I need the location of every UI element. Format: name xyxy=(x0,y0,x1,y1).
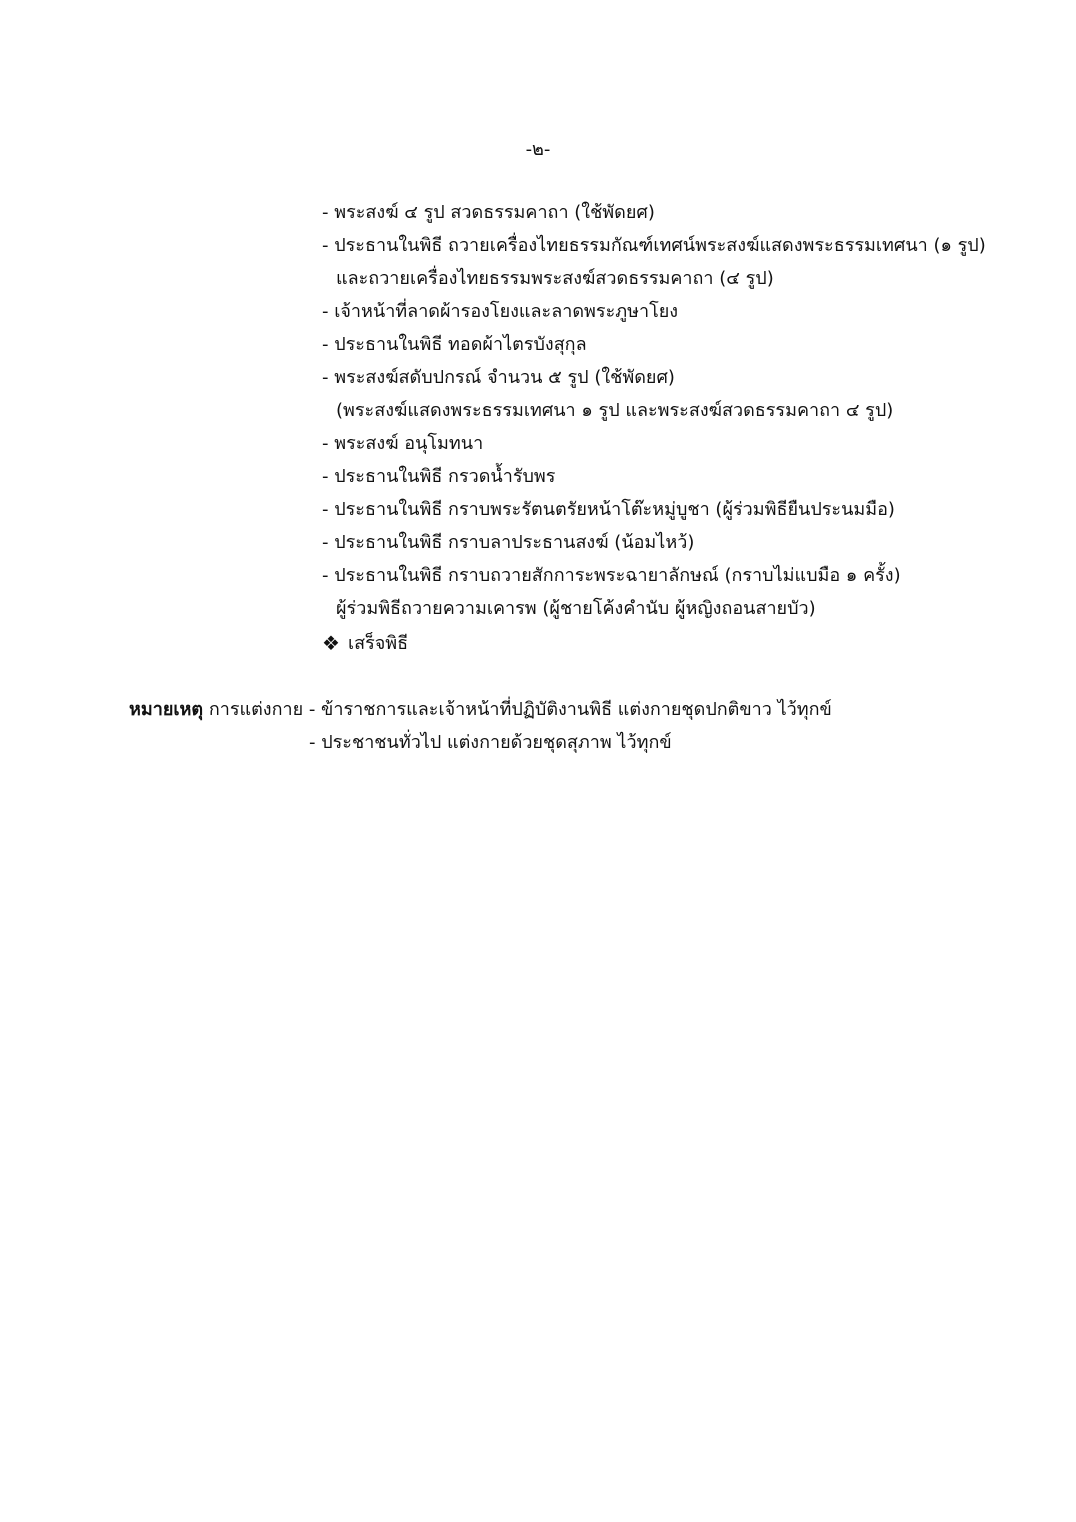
step-item: - ประธานในพิธี กราบถวายสักการะพระฉายาลักษณ์ (กราบไม่แบมือ ๑ ครั้ง) xyxy=(322,565,901,586)
remark-dress-code-public: - ประชาชนทั่วไป แต่งกายด้วยชุดสุภาพ ไว้ทุกข์ xyxy=(309,732,672,753)
step-item: - พระสงฆ์ อนุโมทนา xyxy=(322,433,484,454)
ceremony-end-label: เสร็จพิธี xyxy=(347,633,409,654)
remark-line xyxy=(129,693,1029,726)
page-number: -๒- xyxy=(525,139,551,160)
remark-label: หมายเหตุ xyxy=(129,699,204,720)
diamond-bullet-icon: ❖ xyxy=(322,631,340,655)
step-item-continuation: (พระสงฆ์แสดงพระธรรมเทศนา ๑ รูป และพระสงฆ์สวดธรรมคาถา ๔ รูป) xyxy=(336,400,894,421)
step-item: - ประธานในพิธี กราบลาประธานสงฆ์ (น้อมไหว้) xyxy=(322,532,695,553)
step-item: - ประธานในพิธี กรวดน้ำรับพร xyxy=(322,466,556,487)
remark-section xyxy=(129,693,1029,759)
step-item: - ประธานในพิธี ถวายเครื่องไทยธรรมกัณฑ์เทศน์พระสงฆ์แสดงพระธรรมเทศนา (๑ รูป) xyxy=(322,235,986,256)
ceremony-steps xyxy=(322,196,1022,660)
step-item: - พระสงฆ์ ๔ รูป สวดธรรมคาถา (ใช้พัดยศ) xyxy=(322,202,655,223)
step-item: - ประธานในพิธี กราบพระรัตนตรัยหน้าโต๊ะหมู่บูชา (ผู้ร่วมพิธียืนประนมมือ) xyxy=(322,499,895,520)
step-item: - พระสงฆ์สดับปกรณ์ จำนวน ๕ รูป (ใช้พัดยศ) xyxy=(322,367,675,388)
ceremony-end xyxy=(322,627,1022,660)
step-item-continuation: ผู้ร่วมพิธีถวายความเคารพ (ผู้ชายโค้งคำนับ ผู้หญิงถอนสายบัว) xyxy=(336,598,816,619)
step-item: - ประธานในพิธี ทอดผ้าไตรบังสุกุล xyxy=(322,334,587,355)
remark-dress-code-officials: การแต่งกาย - ข้าราชการและเจ้าหน้าที่ปฏิบัติงานพิธี แต่งกายชุดปกติขาว ไว้ทุกข์ xyxy=(203,699,832,720)
step-item: - เจ้าหน้าที่ลาดผ้ารองโยงและลาดพระภูษาโยง xyxy=(322,301,679,322)
step-item-continuation: และถวายเครื่องไทยธรรมพระสงฆ์สวดธรรมคาถา (๔ รูป) xyxy=(336,268,774,289)
